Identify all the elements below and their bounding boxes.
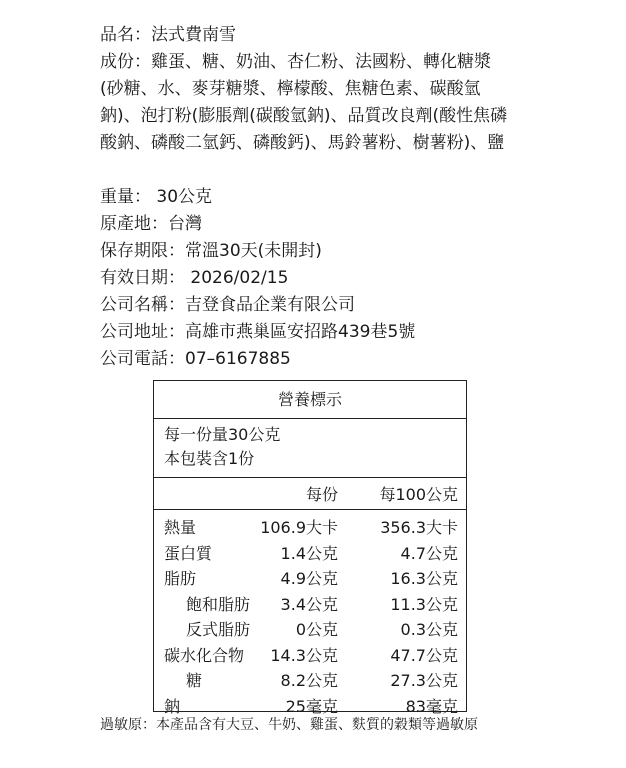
company-name: 公司名稱：吉登食品企業有限公司 bbox=[100, 295, 355, 315]
per-100g-value: 4.7公克 bbox=[400, 543, 458, 563]
per-100g-value: 83毫克 bbox=[405, 696, 458, 716]
per-100g-value: 0.3公克 bbox=[400, 620, 458, 639]
company-address: 公司地址：高雄市燕巢區安招路439巷5號 bbox=[100, 322, 416, 342]
company-phone: 公司電話：07–6167885 bbox=[100, 349, 291, 369]
weight: 重量： 30公克 bbox=[100, 187, 213, 207]
col-per-100g: 每100公克 bbox=[379, 485, 458, 504]
nutrient-name: 反式脂肪 bbox=[186, 620, 251, 639]
product-info bbox=[100, 22, 570, 373]
per-100g-value: 47.7公克 bbox=[390, 645, 458, 665]
nutrient-name: 蛋白質 bbox=[164, 543, 213, 563]
ingredients-line: 成份：雞蛋、糖、奶油、杏仁粉、法國粉、轉化糖漿 bbox=[100, 52, 491, 72]
per-serving-value: 3.4公克 bbox=[280, 594, 338, 614]
nutrition-facts-table bbox=[153, 380, 467, 716]
nutrient-row-saturated-fat bbox=[154, 590, 466, 616]
ingredients-line: (砂糖、水、麥芽糖漿、檸檬酸、焦糖色素、碳酸氫 bbox=[100, 79, 481, 99]
per-serving-value: 1.4公克 bbox=[280, 543, 338, 563]
product-name: 品名：法式費南雪 bbox=[100, 25, 236, 45]
nutrient-row-fat bbox=[154, 564, 466, 590]
per-serving-value: 106.9大卡 bbox=[260, 518, 338, 537]
per-100g-value: 27.3公克 bbox=[390, 671, 458, 690]
nutrient-row-protein bbox=[154, 539, 466, 565]
per-serving-value: 8.2公克 bbox=[280, 671, 338, 690]
nutrient-row-trans-fat bbox=[154, 615, 466, 641]
nutrient-row-sugar bbox=[154, 666, 466, 692]
column-header bbox=[154, 478, 466, 510]
nutrient-name: 碳水化合物 bbox=[164, 645, 245, 665]
ingredients-line: 鈉)、泡打粉(膨脹劑(碳酸氫鈉)、品質改良劑(酸性焦磷 bbox=[100, 106, 508, 126]
per-serving-value: 0公克 bbox=[295, 620, 338, 639]
nutrient-name: 脂肪 bbox=[164, 569, 197, 588]
nutrient-name: 熱量 bbox=[164, 518, 197, 537]
servings-per-pack: 本包裝含1份 bbox=[164, 449, 255, 468]
per-100g-value: 16.3公克 bbox=[390, 569, 458, 588]
per-serving-value: 25毫克 bbox=[285, 696, 338, 716]
per-100g-value: 356.3大卡 bbox=[380, 518, 458, 537]
per-100g-value: 11.3公克 bbox=[390, 594, 458, 614]
per-serving-value: 4.9公克 bbox=[280, 569, 338, 588]
origin: 原產地：台灣 bbox=[100, 214, 202, 234]
nutrient-name: 飽和脂肪 bbox=[186, 594, 251, 614]
ingredients-line: 酸鈉、磷酸二氫鈣、磷酸鈣)、馬鈴薯粉、樹薯粉)、鹽 bbox=[100, 133, 505, 153]
per-serving-value: 14.3公克 bbox=[270, 645, 338, 665]
col-per-serving: 每份 bbox=[305, 485, 338, 504]
nutrient-row-carbohydrate bbox=[154, 641, 466, 667]
serving-info bbox=[154, 419, 466, 478]
shelf-life: 保存期限：常溫30天(未開封) bbox=[100, 241, 322, 261]
allergen-notice: 過敏原：本產品含有大豆、牛奶、雞蛋、麩質的穀類等過敏原 bbox=[100, 717, 478, 733]
nutrient-row-energy bbox=[154, 513, 466, 539]
nutrient-name: 鈉 bbox=[164, 696, 181, 716]
nutrition-title: 營養標示 bbox=[154, 381, 466, 419]
expiry-date: 有效日期： 2026/02/15 bbox=[100, 268, 289, 288]
nutrient-name: 糖 bbox=[186, 671, 203, 690]
serving-size: 每一份量30公克 bbox=[164, 425, 281, 444]
